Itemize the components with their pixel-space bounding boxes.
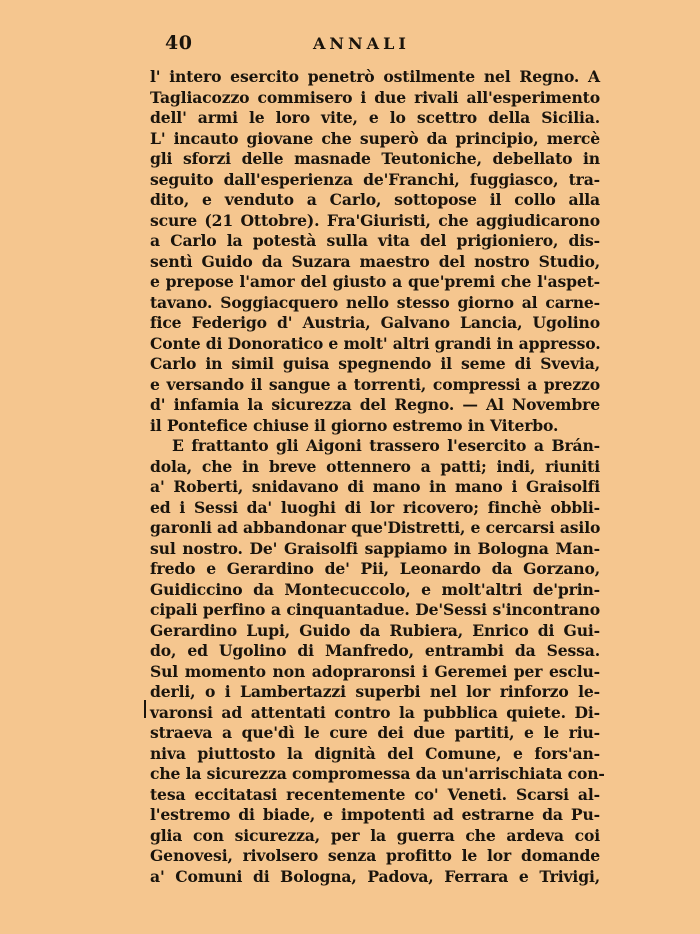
text-line: L' incauto giovane che superò da principio, mercè — [150, 128, 600, 148]
text-line: garonli ad abbandonar que'Distretti, e cercarsi asilo — [150, 518, 601, 537]
text-line: straeva a que'dì le cure dei due partiti, e le riu- — [150, 723, 600, 742]
text-line: scure (21 Ottobre). Fra'Giuristi, che aggiudicarono — [150, 210, 600, 230]
text-line: e prepose l'amor del giusto a que'premi che l'aspet- — [150, 272, 600, 291]
text-line: E frattanto gli Aigoni trassero l'esercito a Brán- — [172, 436, 600, 455]
text-line: Gerardino Lupi, Guido da Rubiera, Enrico di Gui- — [150, 620, 600, 640]
text-line: e versando il sangue a torrenti, compressi a prezzo — [150, 374, 600, 394]
text-line: dola, che in breve ottennero a patti; indi, riuniti — [150, 456, 600, 476]
text-line: Conte di Donoratico e molt' altri grandi in appresso. — [150, 333, 601, 353]
text-line: niva piuttosto la dignità del Comune, e fors'an- — [150, 743, 600, 763]
text-line: che la sicurezza compromessa da un'arrischiata con- — [150, 764, 605, 783]
text-line: seguito dall'esperienza de'Franchi, fuggiasco, tra- — [150, 169, 600, 189]
text-line: a' Comuni di Bologna, Padova, Ferrara e Trivigi, — [150, 866, 600, 886]
text-line: a' Roberti, snidavano di mano in mano i Graisolfi — [150, 477, 600, 496]
text-line: glia con sicurezza, per la guerra che ardeva coi — [150, 825, 600, 845]
text-line: ed i Sessi da' luoghi di lor ricovero; finchè obbli- — [150, 497, 600, 517]
text-line: Carlo in simil guisa spegnendo il seme di Svevia, — [150, 354, 600, 373]
text-line: sentì Guido da Suzara maestro del nostro Studio, — [150, 251, 600, 271]
text-line: Guidiccino da Montecuccolo, e molt'altri de'prin- — [150, 579, 600, 599]
text-line: Genovesi, rivolsero senza profitto le lor domande — [150, 846, 600, 865]
text-line: Tagliacozzo commisero i due rivali all'esperimento — [150, 87, 600, 107]
text-line: varonsi ad attentati contro la pubblica quiete. Di- — [150, 702, 600, 722]
text-line: dell' armi le loro vite, e lo scettro della Sicilia. — [150, 108, 600, 127]
text-line: derli, o i Lambertazzi superbi nel lor rinforzo le- — [150, 682, 600, 701]
text-line: l' intero esercito penetrò ostilmente nel Regno. A — [150, 67, 600, 86]
margin-mark — [144, 700, 146, 718]
page-number: 40 — [165, 32, 193, 54]
text-line: tavano. Soggiacquero nello stesso giorno al carne- — [150, 292, 600, 312]
text-line: gli sforzi delle masnade Teutoniche, debellato in — [150, 149, 600, 168]
text-line: do, ed Ugolino di Manfredo, entrambi da Sessa. — [150, 641, 600, 660]
text-line: sul nostro. De' Graisolfi sappiamo in Bologna Man- — [150, 538, 600, 558]
text-line: fredo e Gerardino de' Pii, Leonardo da Gorzano, — [150, 559, 600, 578]
text-line: Sul momento non adopraronsi i Geremei per esclu- — [150, 661, 600, 681]
text-line: tesa eccitatasi recentemente co' Veneti. Scarsi al- — [150, 784, 600, 804]
body-text — [150, 67, 605, 887]
text-line: dito, e venduto a Carlo, sottopose il collo alla — [150, 190, 600, 209]
text-line: l'estremo di biade, e impotenti ad estrarne da Pu- — [150, 805, 600, 824]
text-line: d' infamia la sicurezza del Regno. — Al Novembre — [150, 395, 600, 414]
text-line: a Carlo la potestà sulla vita del prigioniero, dis- — [150, 231, 600, 250]
text-line: fice Federigo d' Austria, Galvano Lancia, Ugolino — [150, 313, 600, 332]
text-line: cipali perfino a cinquantadue. De'Sessi s'incontrano — [150, 600, 600, 619]
text-line: il Pontefice chiuse il giorno estremo in Viterbo. — [150, 415, 559, 435]
running-title: ANNALI — [313, 34, 410, 53]
